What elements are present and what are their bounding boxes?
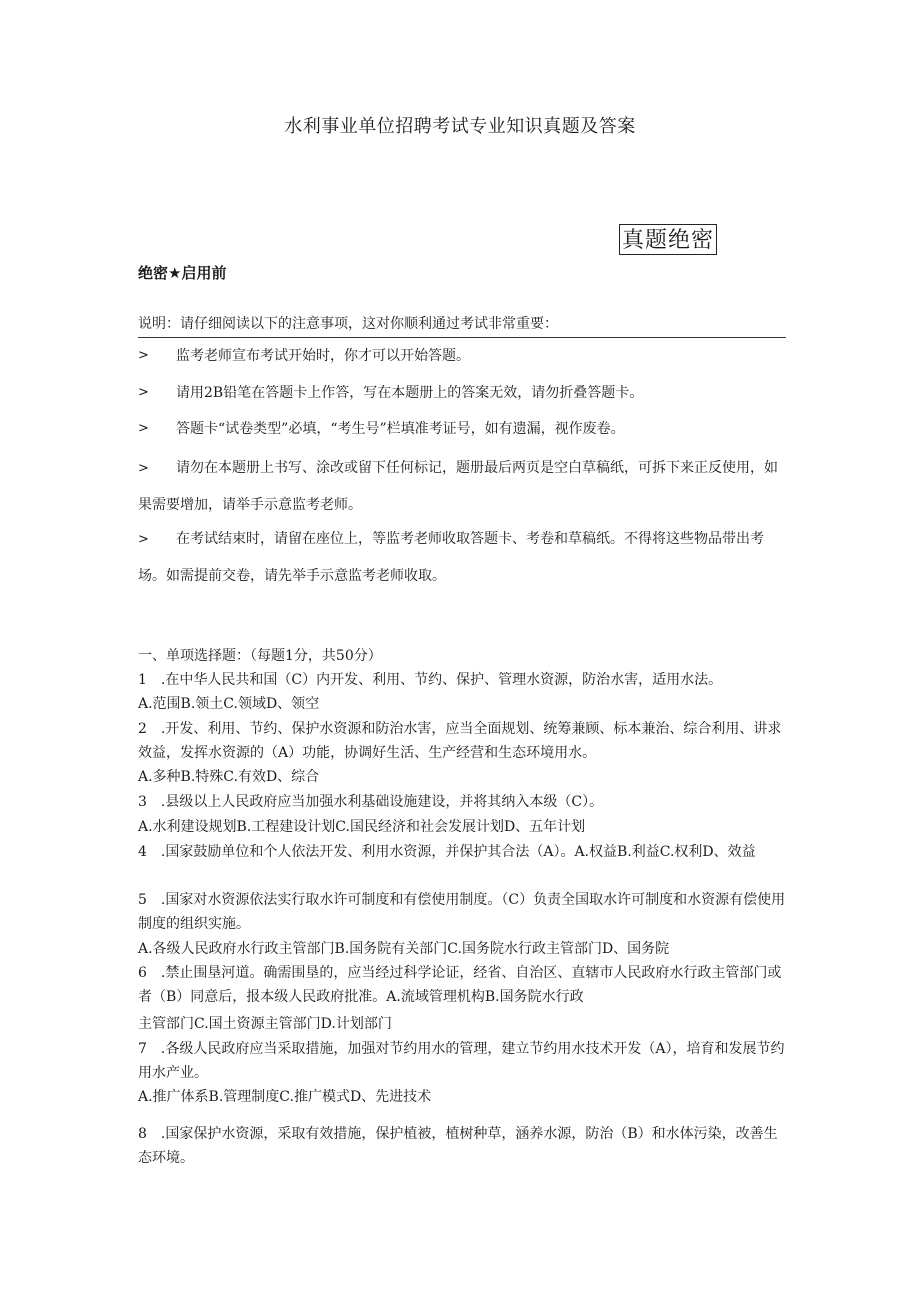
note-text: 答题卡“试卷类型”必填，“考生号”栏填准考证号，如有遗漏，视作废卷。: [176, 421, 625, 437]
note-item: [138, 340, 788, 372]
question-options: 主管部门C.国土资源主管部门D.计划部门: [138, 1016, 392, 1032]
question-options: A.范围B.领土C.领域D、领空: [138, 696, 320, 712]
instructions-heading: 说明：请仔细阅读以下的注意事项，这对你顺利通过考试非常重要：: [138, 313, 786, 338]
note-text: 请勿在本题册上书写、涂改或留下任何标记，题册最后两页是空白草稿纸，可拆下来正反使用，如果需要增加，请举手示意监考老师。: [138, 460, 778, 513]
note-item: [138, 413, 788, 445]
question-line: 1 .在中华人民共和国（C）内开发、利用、节约、保护、管理水资源，防治水害，适用水法。: [138, 672, 723, 688]
chevron-right-icon: >: [138, 461, 149, 476]
note-item: [138, 521, 788, 595]
chevron-right-icon: >: [138, 532, 149, 547]
question-options: A.推广体系B.管理制度C.推广模式D、先进技术: [138, 1089, 432, 1105]
question-line: 4 .国家鼓励单位和个人依法开发、利用水资源，并保护其合法（A）。A.权益B.利益C.权利D、效益: [138, 844, 756, 860]
question-options: A.多种B.特殊C.有效D、综合: [138, 769, 320, 785]
question-options: A.各级人民政府水行政主管部门B.国务院有关部门C.国务院水行政主管部门D、国务院: [138, 941, 670, 957]
note-text: 监考老师宣布考试开始时，你才可以开始答题。: [176, 348, 470, 364]
question-line: 6 .禁止围垦河道。确需围垦的，应当经过科学论证，经省、自治区、直辖市人民政府水行政主管部门或者（B）同意后，报本级人民政府批准。A.流域管理机构B.国务院水行政: [138, 965, 782, 1005]
chevron-right-icon: >: [138, 421, 149, 436]
classification-stamp: 真题绝密: [619, 224, 717, 255]
note-text: 在考试结束时，请留在座位上，等监考老师收取答题卡、考卷和草稿纸。不得将这些物品带出考场。如需提前交卷，请先举手示意监考老师收取。: [138, 531, 764, 584]
question-line: 2 .开发、利用、节约、保护水资源和防治水害，应当全面规划、统筹兼顾、标本兼治、综合利用、讲求效益，发挥水资源的（A）功能，协调好生活、生产经营和生态环境用水。: [138, 721, 782, 761]
note-text: 请用2B铅笔在答题卡上作答，写在本题册上的答案无效，请勿折叠答题卡。: [176, 385, 644, 401]
secret-label: 绝密★启用前: [138, 264, 227, 282]
chevron-right-icon: >: [138, 385, 149, 400]
document-title: 水利事业单位招聘考试专业知识真题及答案: [284, 116, 636, 137]
section-title: 一、单项选择题：（每题1分，共50分）: [138, 648, 382, 664]
question-line: 7 .各级人民政府应当采取措施，加强对节约用水的管理，建立节约用水技术开发（A），培育和发展节约用水产业。: [138, 1041, 785, 1081]
chevron-right-icon: >: [138, 348, 149, 363]
question-line: 5 .国家对水资源依法实行取水许可制度和有偿使用制度。（C）负责全国取水许可制度和水资源有偿使用制度的组织实施。: [138, 892, 786, 932]
question-line: 3 .县级以上人民政府应当加强水利基础设施建设，并将其纳入本级（C）。: [138, 794, 604, 810]
note-item: [138, 450, 788, 524]
question-options: A.水利建设规划B.工程建设计划C.国民经济和社会发展计划D、五年计划: [138, 819, 586, 835]
question-line: 8 .国家保护水资源，采取有效措施，保护植被，植树种草，涵养水源，防治（B）和水体污染，改善生态环境。: [138, 1126, 778, 1166]
note-item: [138, 377, 788, 409]
